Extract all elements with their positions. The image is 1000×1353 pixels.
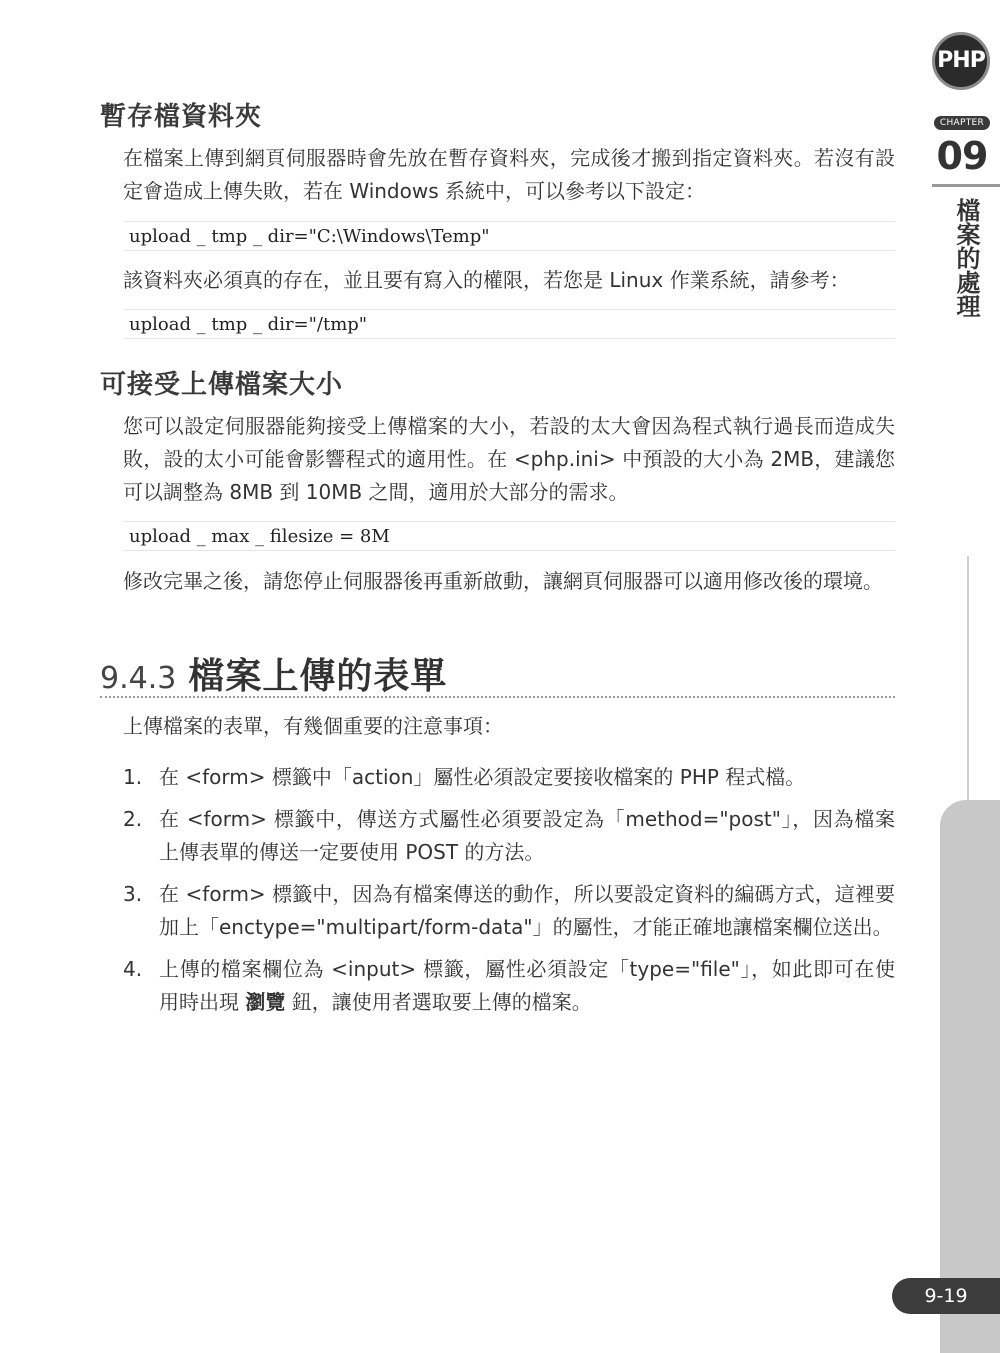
side-divider [967,556,969,801]
para-max-size-1: 您可以設定伺服器能夠接受上傳檔案的大小，若設的太大會因為程式執行過長而造成失敗，設的太小可能會影響程式的適用性。在 <php.ini> 中預設的大小為 2MB，建議您可以調整為 8MB 到 10MB 之間，適用於大部分的需求。 [123,414,895,504]
browse-button-label: 瀏覽 [245,990,286,1014]
list-item [123,953,895,1019]
side-tab [940,800,1000,1353]
chapter-number: 09 [936,134,988,178]
list-item [123,761,895,794]
para-max-size-2: 修改完畢之後，請您停止伺服器後再重新啟動，讓網頁伺服器可以適用修改後的環境。 [123,569,883,593]
code-tmp-dir-windows: upload _ tmp _ dir="C:\Windows\Temp" [123,221,895,251]
para-tmp-dir-2: 該資料夾必須真的存在，並且要有寫入的權限，若您是 Linux 作業系統，請參考： [123,268,850,292]
para-form-intro: 上傳檔案的表單，有幾個重要的注意事項： [123,714,503,738]
php-logo-icon: PHP [932,32,990,90]
para-tmp-dir-1: 在檔案上傳到網頁伺服器時會先放在暫存資料夾，完成後才搬到指定資料夾。若沒有設定會造成上傳失敗，若在 Windows 系統中，可以參考以下設定： [123,146,895,203]
form-notes-list [123,761,895,1028]
heading-tmp-dir: 暫存檔資料夾 [100,102,263,132]
list-item-number: 3. [123,882,143,906]
list-item-text-before: 上傳的檔案欄位為 <input> 標籤，屬性必須設定「type="file"」，如此即可在使用時出現 [159,957,895,1014]
list-item-text: 在 <form> 標籤中「action」屬性必須設定要接收檔案的 PHP 程式檔。 [159,765,806,789]
code-tmp-dir-linux: upload _ tmp _ dir="/tmp" [123,309,895,339]
list-item [123,803,895,869]
list-item-number: 2. [123,807,143,831]
code-max-filesize: upload _ max _ filesize = 8M [123,521,895,551]
list-item-text: 在 <form> 標籤中，傳送方式屬性必須要設定為「method="post"」，因為檔案上傳表單的傳送一定要使用 POST 的方法。 [159,807,895,864]
section-title: 檔案上傳的表單 [188,656,448,697]
chapter-title: 檔案的處理 [952,198,980,318]
list-item-text-after: 鈕，讓使用者選取要上傳的檔案。 [285,990,592,1014]
list-item-text: 在 <form> 標籤中，因為有檔案傳送的動作，所以要設定資料的編碼方式，這裡要加上「enctype="multipart/form-data"」的屬性，才能正確地讓檔案欄位送出。 [159,882,895,939]
section-number: 9.4.3 [100,661,177,696]
chapter-divider [932,184,1000,187]
list-item-number: 1. [123,765,143,789]
chapter-label: CHAPTER [934,116,990,130]
heading-max-size: 可接受上傳檔案大小 [100,370,344,400]
list-item-number: 4. [123,957,143,981]
page-number: 9-19 [892,1278,1000,1314]
list-item [123,878,895,944]
section-heading-9-4-3 [100,648,895,698]
